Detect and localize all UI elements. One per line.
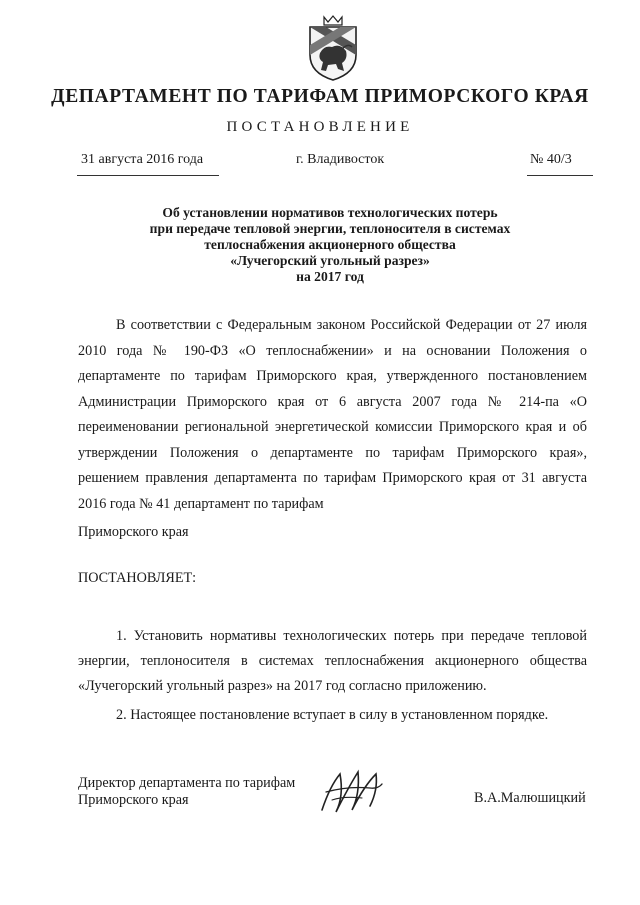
preamble-ending: Приморского края	[78, 524, 189, 540]
preamble-paragraph: В соответствии с Федеральным законом Российской Федерации от 27 июля 2010 года № 190-ФЗ «О теплоснабжении» и на основании Положения о департаменте по тарифам Приморского края, утвержденного постановлением Администрации Приморского края от 6 августа 2007 года № 214-па «О переименовании региональной энергетической комиссии Приморского края и об утверждении Положения о департаменте по тарифам Приморского края», решением правления департамента по тарифам Приморского края от 31 августа 2016 года № 41 департамент по тарифам	[78, 317, 587, 512]
resolve-heading: ПОСТАНОВЛЯЕТ:	[78, 570, 197, 586]
document-subject	[120, 205, 540, 285]
number-underline	[527, 175, 593, 176]
subject-line: Об установлении нормативов технологических потерь	[162, 205, 498, 220]
signer-title-line: Приморского края	[78, 792, 189, 808]
coat-of-arms-icon	[302, 13, 364, 83]
subject-line: «Лучегорский угольный разрез»	[230, 253, 430, 268]
date-underline	[77, 175, 219, 176]
document-date: 31 августа 2016 года	[81, 152, 204, 167]
resolution-item-1: 1. Установить нормативы технологических потерь при передаче тепловой энергии, теплоносителя в системах теплоснабжения акционерного общества «Лучегорский угольный разрез» на 2017 год согласно приложению.	[78, 628, 587, 694]
resolution-item-2: 2. Настоящее постановление вступает в силу в установленном порядке.	[116, 707, 549, 723]
subject-line: теплоснабжения акционерного общества	[204, 237, 456, 252]
subject-line: на 2017 год	[296, 269, 364, 284]
signer-title-line: Директор департамента по тарифам	[78, 775, 296, 791]
signer-title	[78, 775, 295, 809]
subject-line: при передаче тепловой энергии, теплоносителя в системах	[149, 221, 511, 236]
signer-name: В.А.Малюшицкий	[474, 790, 586, 806]
department-title: ДЕПАРТАМЕНТ ПО ТАРИФАМ ПРИМОРСКОГО КРАЯ	[51, 86, 589, 107]
handwritten-signature-icon	[318, 766, 388, 818]
document-city: г. Владивосток	[296, 152, 385, 167]
document-number: № 40/3	[530, 152, 572, 167]
document-type: ПОСТАНОВЛЕНИЕ	[226, 119, 414, 135]
